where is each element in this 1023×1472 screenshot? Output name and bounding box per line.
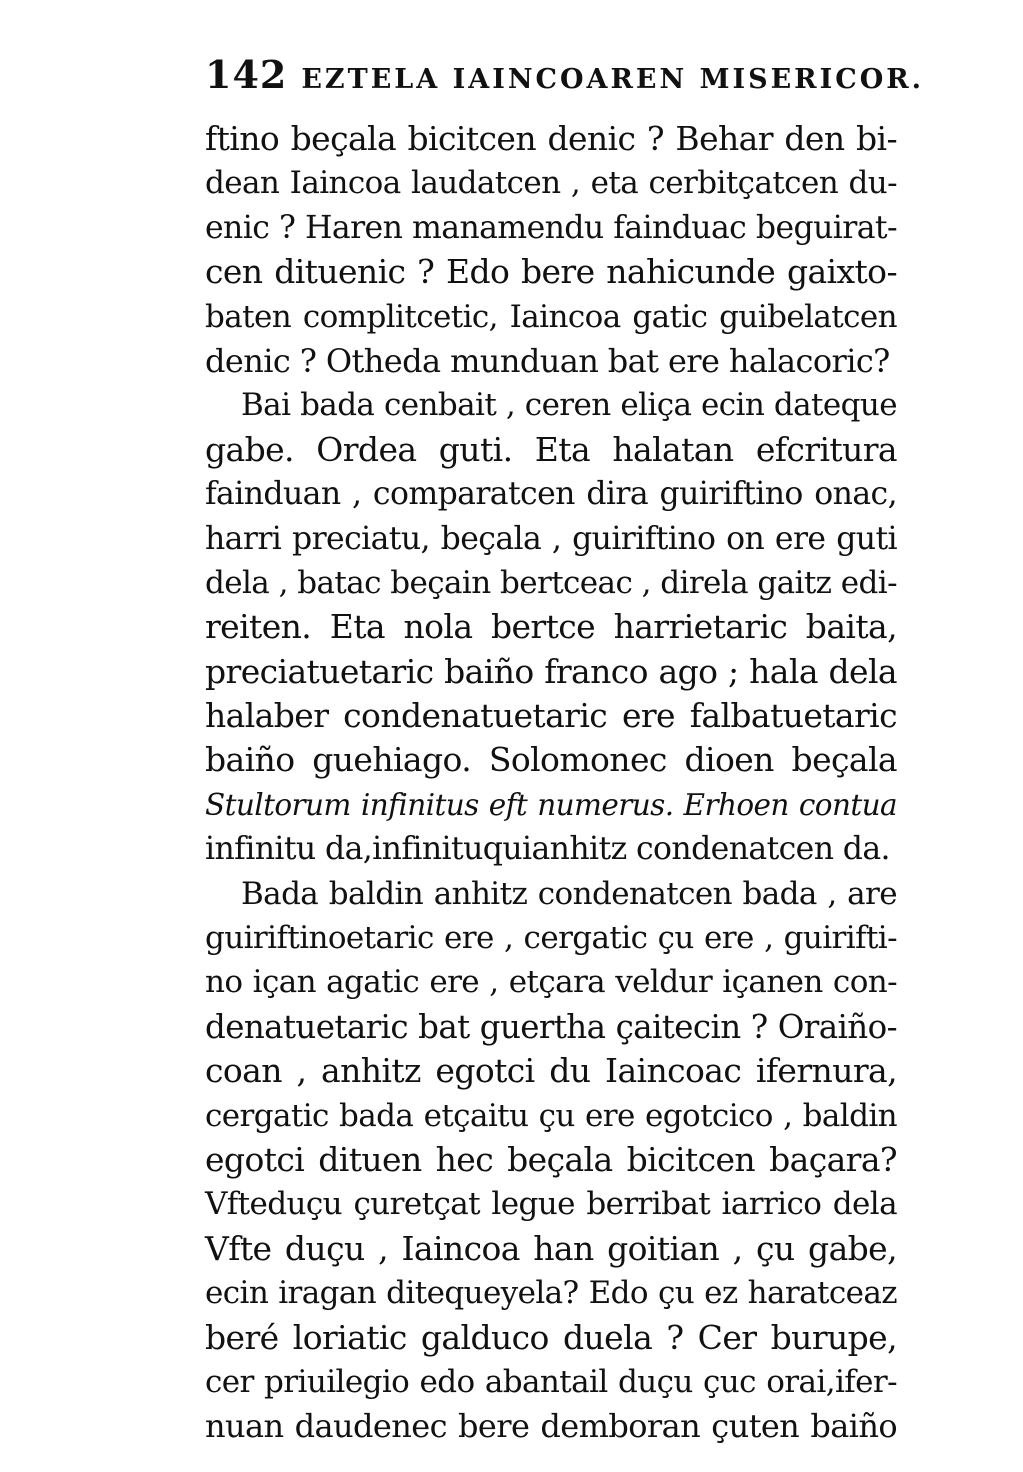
text-line: ftino beçala bicitcen denic ? Behar den bi- [205, 119, 897, 158]
text-line: denatuetaric bat guertha çaitecin ? Oraiño- [205, 1007, 897, 1046]
text-line: dela , batac beçain bertceac , direla gaitz edi- [205, 564, 897, 601]
text-line: nuan daudenec bere demboran çuten baiño [205, 1407, 897, 1446]
text-line: baiño guehiago. Solomonec dioen beçala [205, 740, 897, 780]
body-text [205, 117, 897, 1449]
latin-quote-line: Stultorum infinitus eft numerus. Erhoen contua [205, 787, 897, 822]
text-line: Bada baldin anhitz condenatcen bada , are [241, 875, 897, 912]
text-line: beré loriatic galduco duela ? Cer burupe, [205, 1317, 897, 1357]
text-line: halaber condenatuetaric ere falbatuetaric [205, 696, 897, 736]
text-line: dean Iaincoa laudatcen , eta cerbitçatcen du- [205, 165, 897, 202]
text-line: preciatuetaric baiño franco ago ; hala dela [205, 651, 897, 691]
text-line: fainduan , comparatcen dira guiriftino onac, [205, 476, 897, 513]
text-line: enic ? Haren manamendu fainduac beguirat- [205, 209, 897, 246]
text-line: harri preciatu, beçala , guiriftino on ere guti [205, 520, 897, 557]
text-line: no içan agatic ere , etçara veldur içanen con- [205, 964, 897, 1001]
text-line: gabe. Ordea guti. Eta halatan efcritura [205, 429, 897, 469]
text-line: Bai bada cenbait , ceren eliça ecin dateque [241, 387, 897, 424]
text-line: Vfte duçu , Iaincoa han goitian , çu gabe, [205, 1228, 897, 1268]
text-line: egotci dituen hec beçala bicitcen baçara? [205, 1139, 897, 1179]
text-line: reiten. Eta nola bertce harrietaric baita, [205, 607, 897, 647]
text-line: coan , anhitz egotci du Iaincoac ifernura, [205, 1051, 897, 1091]
text-line: infinitu da,infinituquianhitz condenatcen da. [205, 831, 890, 868]
page-number: 142 [205, 52, 288, 97]
text-line: denic ? Otheda munduan bat ere halacoric? [205, 341, 890, 380]
text-line: baten complitcetic, Iaincoa gatic guibelatcen [205, 298, 897, 335]
text-line: guiriftinoetaric ere , cergatic çu ere , guirifti- [205, 920, 897, 957]
text-line: cergatic bada etçaitu çu ere egotcico , baldin [205, 1097, 897, 1134]
text-line: Vfteduçu çuretçat legue berribat iarrico dela [205, 1186, 897, 1223]
running-head: EZTELA IAINCOAREN MISERICOR. [301, 64, 925, 95]
text-line: cen dituenic ? Edo bere nahicunde gaixto- [205, 252, 897, 292]
page-header [205, 52, 925, 102]
text-line: cer priuilegio edo abantail duçu çuc orai,ifer- [205, 1363, 897, 1400]
text-line: ecin iragan ditequeyela? Edo çu ez haratceaz [205, 1275, 897, 1312]
